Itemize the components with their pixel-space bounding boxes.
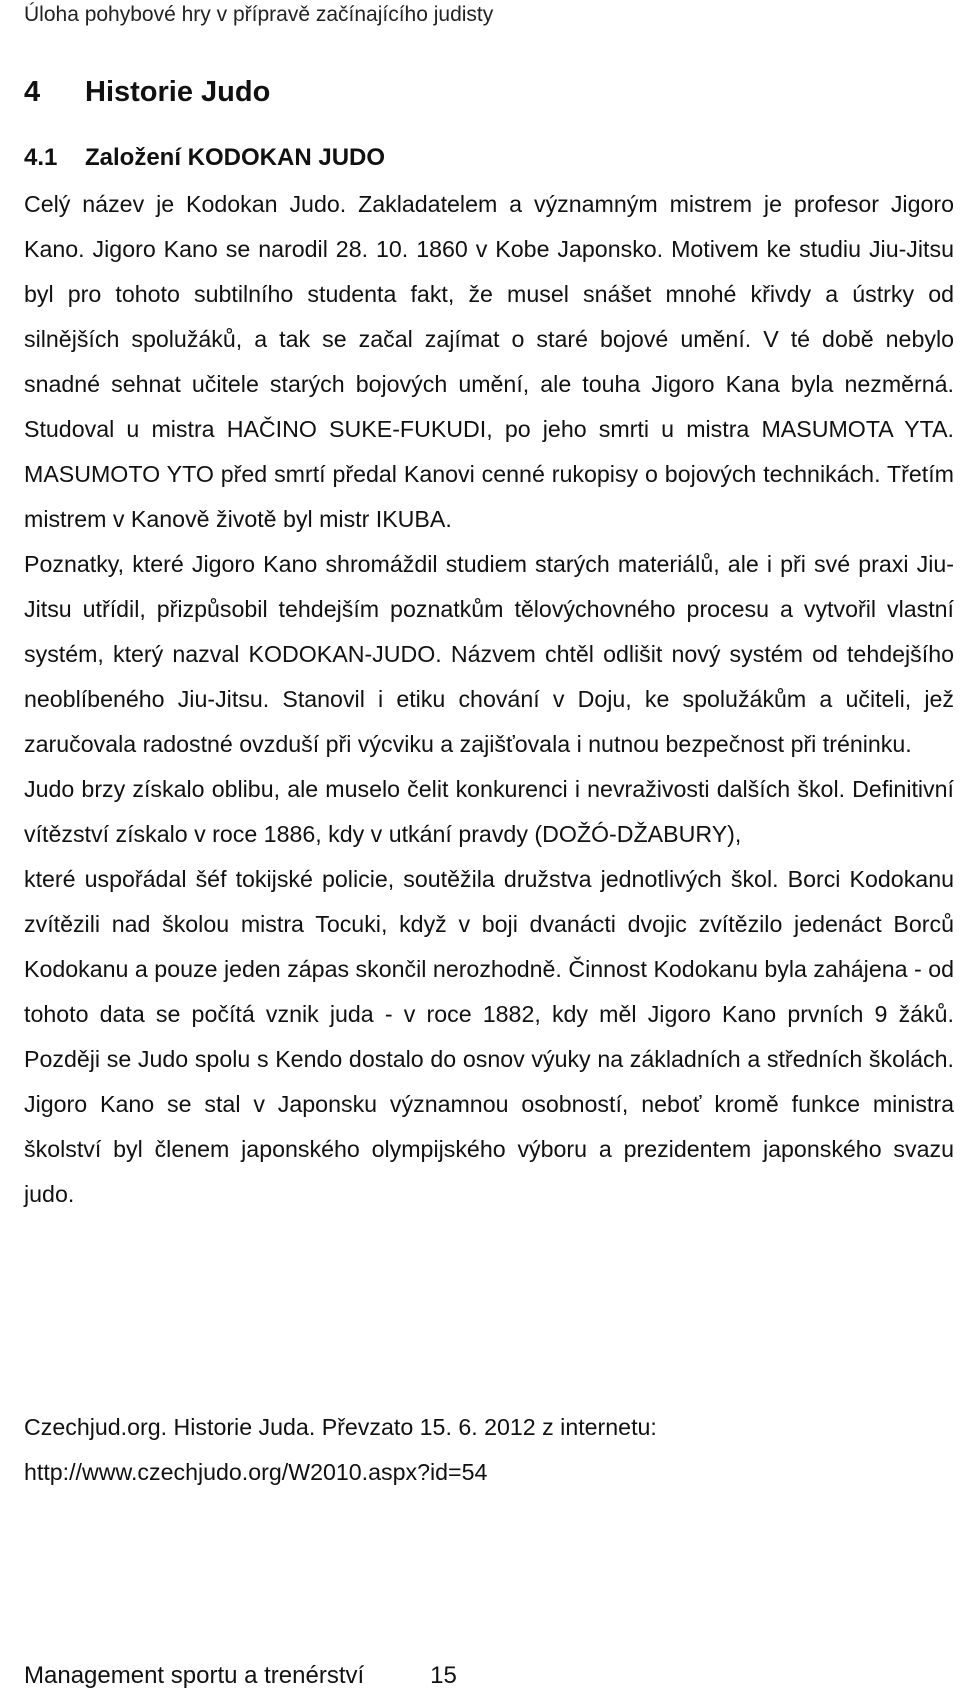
citation xyxy=(24,1405,657,1495)
citation-source: Czechjud.org. Historie Juda. Převzato 15. 6. 2012 z internetu: xyxy=(24,1414,657,1440)
paragraph-victory: které uspořádal šéf tokijské policie, soutěžila družstva jednotlivých škol. Borci Kodokanu zvítězili nad školou mistra Tocuki, když v boji dvanácti dvojic zvítězilo jedenáct Borců Kodokanu a pouze jeden zápas skončil nerozhodně. Činnost Kodokanu byla zahájena - od tohoto data se počítá vznik juda - v roce 1882, kdy měl Jigoro Kano prvních 9 žáků. Později se Judo spolu s Kendo dostalo do osnov výuky na základních a středních školách. Jigoro Kano se stal v Japonsku významnou osobností, neboť kromě funkce ministra školství byl členem japonského olympijského výboru a prezidentem japonského svazu judo. xyxy=(24,866,954,1207)
footer-label: Management sportu a trenérství xyxy=(24,1662,365,1689)
page-number: 15 xyxy=(430,1662,457,1689)
running-header: Úloha pohybové hry v přípravě začínajícího judisty xyxy=(24,3,494,26)
section-heading xyxy=(24,144,385,172)
chapter-heading xyxy=(24,76,270,109)
citation-url: http://www.czechjudo.org/W2010.aspx?id=54 xyxy=(24,1459,488,1485)
page-footer xyxy=(24,1662,457,1690)
paragraph-founding: Celý název je Kodokan Judo. Zakladatelem a významným mistrem je profesor Jigoro Kano. Jigoro Kano se narodil 28. 10. 1860 v Kobe Japonsko. Motivem ke studiu Jiu-Jitsu byl pro tohoto subtilního studenta fakt, že musel snášet mnohé křivdy a ústrky od silnějších spolužáků, a tak se začal zajímat o staré bojové umění. V té době nebylo snadné sehnat učitele starých bojových umění, ale touha Jigoro Kana byla nezměrná. Studoval u mistra HAČINO SUKE-FUKUDI, po jeho smrti u mistra MASUMOTA YTA. MASUMOTO YTO před smrtí předal Kanovi cenné rukopisy o bojových technikách. Třetím mistrem v Kanově životě byl mistr IKUBA. xyxy=(24,191,954,532)
section-number: 4.1 xyxy=(24,144,58,171)
body-text xyxy=(24,182,954,1217)
paragraph-competition: Judo brzy získalo oblibu, ale muselo čelit konkurenci i nevraživosti dalších škol. Definitivní vítězství získalo v roce 1886, kdy v utkání pravdy (DOŽÓ-DŽABURY), xyxy=(24,776,954,847)
chapter-title: Historie Judo xyxy=(85,76,271,108)
chapter-number: 4 xyxy=(24,76,41,108)
paragraph-system: Poznatky, které Jigoro Kano shromáždil studiem starých materiálů, ale i při své praxi Jiu-Jitsu utřídil, přizpůsobil tehdejším poznatkům tělovýchovného procesu a vytvořil vlastní systém, který nazval KODOKAN-JUDO. Názvem chtěl odlišit nový systém od tehdejšího neoblíbeného Jiu-Jitsu. Stanovil i etiku chování v Doju, ke spolužákům a učiteli, jež zaručovala radostné ovzduší při výcviku a zajišťovala i nutnou bezpečnost při tréninku. xyxy=(24,551,954,757)
section-title: Založení KODOKAN JUDO xyxy=(85,144,386,171)
